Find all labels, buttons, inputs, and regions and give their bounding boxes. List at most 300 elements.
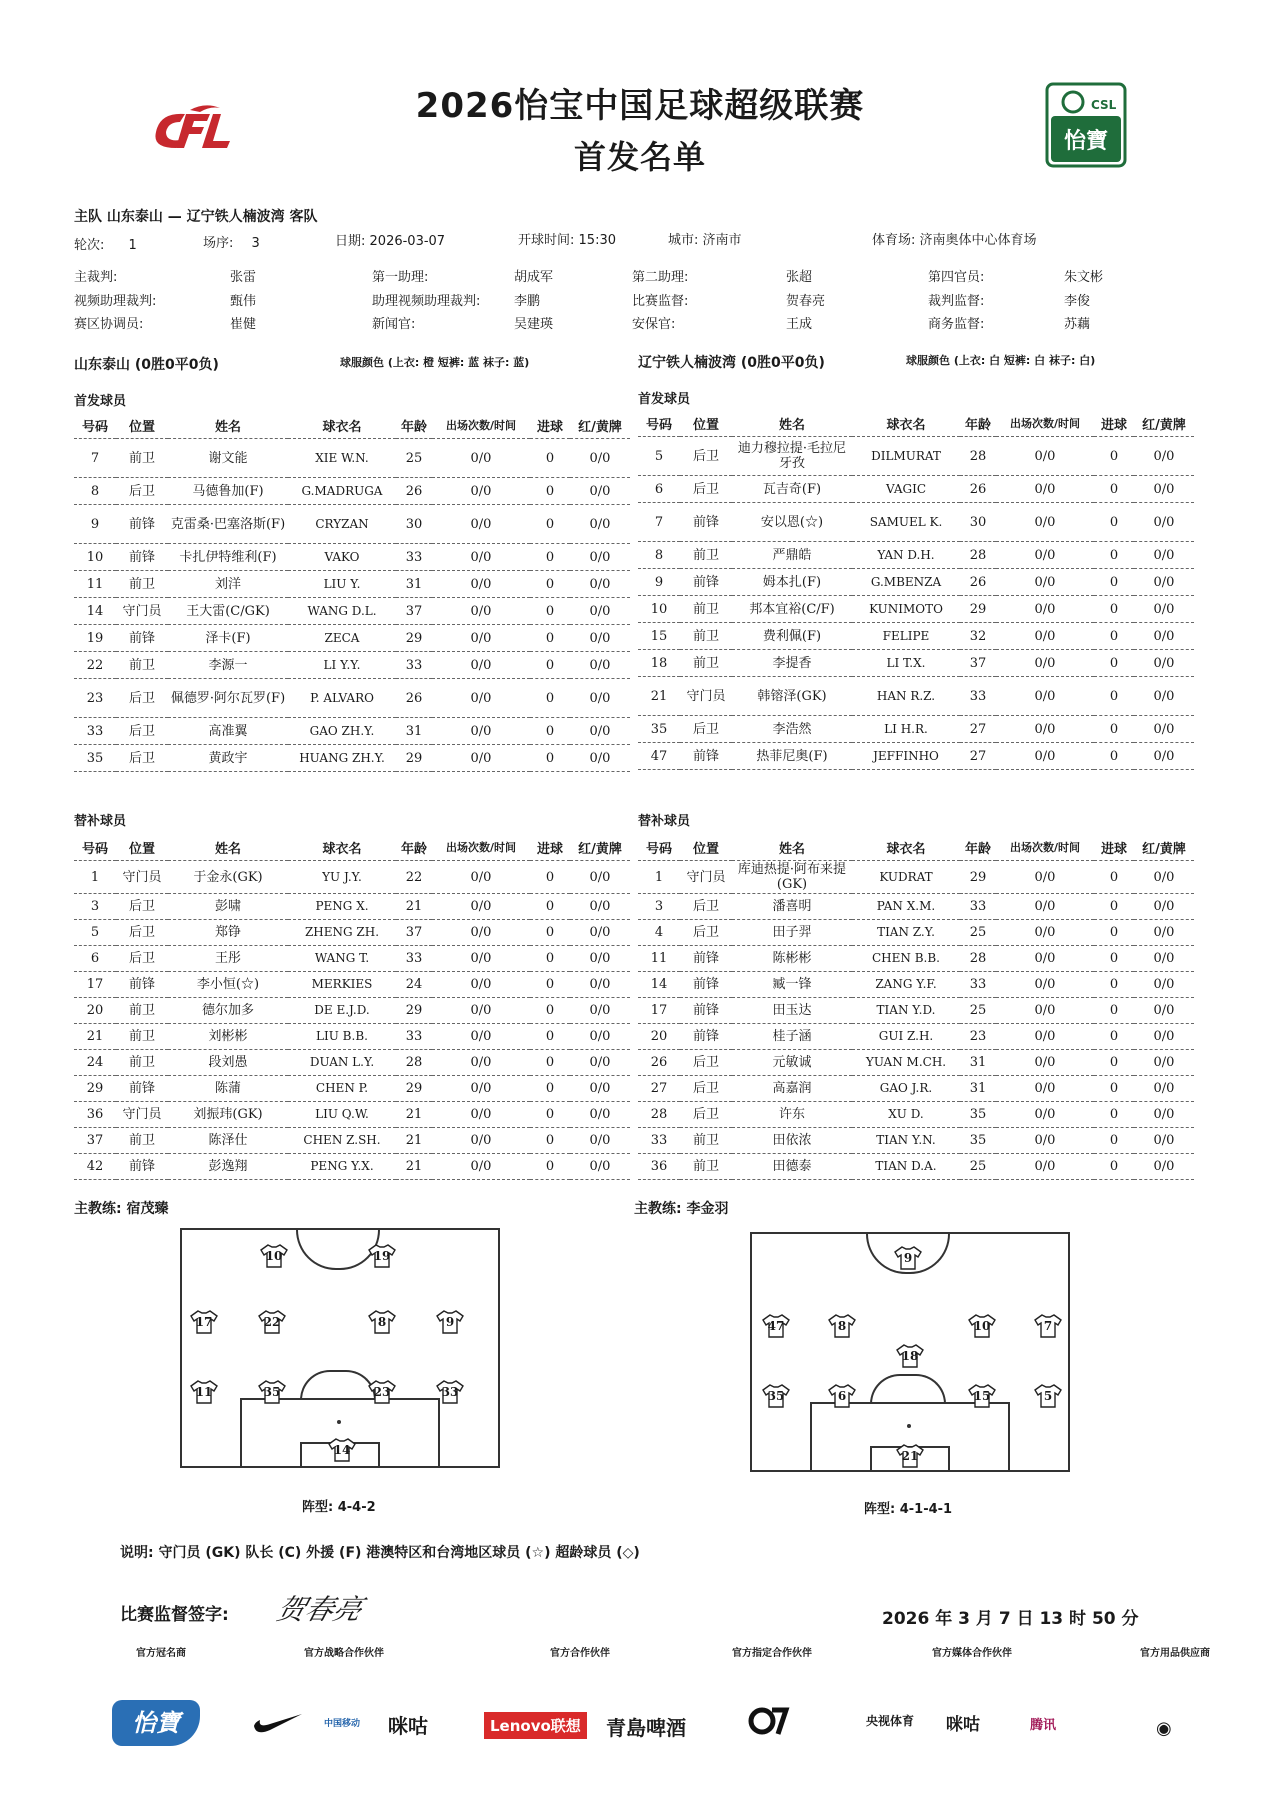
player-cell: 前卫 [116,1050,168,1076]
player-cell: 前锋 [680,946,732,972]
player-row [638,998,1194,1024]
player-cell: JEFFINHO [852,743,960,770]
player-cell: 0/0 [432,861,530,894]
player-cell: 后卫 [680,716,732,743]
player-cell: LI Y.Y. [288,652,396,679]
player-cell: 35 [74,745,116,772]
player-cell: 后卫 [116,679,168,718]
player-cell: 后卫 [680,476,732,503]
player-row [638,946,1194,972]
player-cell: 高嘉润 [732,1076,852,1102]
official-name: 李俊 [1064,294,1091,309]
column-header: 年龄 [960,410,996,437]
player-cell: 前锋 [680,998,732,1024]
player-cell: 前锋 [116,1154,168,1180]
player-cell: 0 [1094,437,1134,476]
column-header: 红/黄牌 [570,834,630,861]
player-cell: 0/0 [1134,542,1194,569]
player-cell: 31 [396,571,432,598]
shirt-number: 10 [973,1319,991,1333]
player-cell: CRYZAN [288,505,396,544]
player-row [638,1154,1194,1180]
sponsor-yibao: 怡寶 [112,1700,200,1746]
player-cell: 后卫 [680,1050,732,1076]
player-cell: 5 [74,920,116,946]
fixture-info: 场序: 3 [203,236,260,251]
player-cell: 0/0 [996,542,1094,569]
column-header: 号码 [638,834,680,861]
player-cell: 刘彬彬 [168,1024,288,1050]
player-cell: 0/0 [432,894,530,920]
player-cell: 29 [396,625,432,652]
player-cell: 0/0 [1134,1024,1194,1050]
player-cell: 25 [396,439,432,478]
player-row [74,972,630,998]
player-cell: 0/0 [996,1128,1094,1154]
player-cell: 25 [960,920,996,946]
official-label: 视频助理裁判: [74,294,157,309]
player-cell: XIE W.N. [288,439,396,478]
player-cell: 29 [396,745,432,772]
player-cell: TIAN D.A. [852,1154,960,1180]
away-team-record: 辽宁铁人楠波湾 (0胜0平0负) [638,355,825,371]
player-cell: 0 [1094,894,1134,920]
player-cell: 11 [74,571,116,598]
player-row [638,1076,1194,1102]
player-cell: 1 [74,861,116,894]
player-cell: LIU Y. [288,571,396,598]
player-cell: 后卫 [680,920,732,946]
player-cell: 26 [396,478,432,505]
player-cell: 28 [638,1102,680,1128]
column-header: 红/黄牌 [1134,410,1194,437]
player-cell: TIAN Y.N. [852,1128,960,1154]
column-header: 位置 [680,834,732,861]
player-cell: XU D. [852,1102,960,1128]
table-header-row [638,410,1194,437]
official-label: 商务监督: [928,317,985,332]
player-cell: 0 [530,598,570,625]
player-cell: 0/0 [432,745,530,772]
player-cell: 0/0 [570,861,630,894]
column-header: 号码 [638,410,680,437]
player-cell: 瓦吉奇(F) [732,476,852,503]
player-cell: 3 [74,894,116,920]
player-cell: 21 [74,1024,116,1050]
column-header: 年龄 [396,834,432,861]
penalty-spot [337,1420,341,1424]
official-name: 吴建瑛 [514,317,554,332]
player-cell: 30 [396,505,432,544]
sponsor-migu-2: 咪咕 [946,1715,980,1735]
player-cell: 0/0 [570,1128,630,1154]
shirt-number: 9 [445,1315,455,1329]
player-cell: 0/0 [570,1102,630,1128]
player-cell: 守门员 [680,861,732,894]
player-cell: 0/0 [432,1076,530,1102]
player-cell: 0/0 [1134,1076,1194,1102]
player-cell: 陈泽仕 [168,1128,288,1154]
shirt-number: 8 [377,1315,387,1329]
player-cell: 前卫 [680,650,732,677]
partner-label: 官方媒体合作伙伴 [932,1648,1012,1659]
player-cell: 后卫 [680,894,732,920]
player-cell: 守门员 [680,677,732,716]
player-cell: FELIPE [852,623,960,650]
player-row [74,920,630,946]
column-header: 位置 [116,834,168,861]
partner-label: 官方指定合作伙伴 [732,1648,812,1659]
player-cell: 0/0 [570,625,630,652]
player-cell: 3 [638,894,680,920]
player-cell: 28 [960,542,996,569]
kickoff-info: 开球时间: 15:30 [518,233,616,248]
player-row [638,650,1194,677]
player-cell: PAN X.M. [852,894,960,920]
player-cell: 0 [530,1102,570,1128]
player-cell: 泽卡(F) [168,625,288,652]
player-cell: GAO ZH.Y. [288,718,396,745]
player-shirt-icon [258,1380,286,1404]
penalty-arc [300,1370,376,1400]
player-row [638,920,1194,946]
column-header: 姓名 [732,834,852,861]
player-cell: 0/0 [570,544,630,571]
player-cell: 0/0 [432,1128,530,1154]
player-row [74,439,630,478]
player-cell: 4 [638,920,680,946]
column-header: 出场次数/时间 [432,834,530,861]
sponsor-partial-icon: ◉ [1156,1718,1172,1739]
player-cell: 元敏诚 [732,1050,852,1076]
player-cell: 0/0 [996,437,1094,476]
player-cell: 37 [960,650,996,677]
official-name: 甄伟 [230,294,257,309]
player-shirt-icon [258,1310,286,1334]
player-cell: 李提香 [732,650,852,677]
official-name: 崔健 [230,317,257,332]
shirt-number: 47 [767,1319,785,1333]
player-row [74,894,630,920]
player-cell: 克雷桑·巴塞洛斯(F) [168,505,288,544]
player-cell: 0/0 [432,718,530,745]
partner-label: 官方合作伙伴 [550,1648,610,1659]
away-subs-label: 替补球员 [638,814,691,829]
player-cell: 5 [638,437,680,476]
player-cell: 17 [638,998,680,1024]
column-header: 姓名 [168,412,288,439]
player-cell: 31 [396,718,432,745]
penalty-spot [907,1424,911,1428]
player-shirt-icon [762,1314,790,1338]
player-cell: 33 [960,677,996,716]
player-cell: 14 [638,972,680,998]
player-cell: 0/0 [1134,476,1194,503]
official-name: 王成 [786,317,813,332]
player-cell: DE E.J.D. [288,998,396,1024]
player-cell: 0/0 [1134,437,1194,476]
player-cell: 前卫 [680,623,732,650]
player-row [74,946,630,972]
player-cell: 0 [530,894,570,920]
player-row [638,1050,1194,1076]
sponsor-o7-logo [748,1704,788,1742]
player-cell: 0/0 [570,920,630,946]
player-cell: LIU Q.W. [288,1102,396,1128]
official-label: 第二助理: [632,270,689,285]
player-cell: 前卫 [680,596,732,623]
shirt-number: 10 [265,1249,283,1263]
table-header-row [638,834,1194,861]
player-cell: 0/0 [1134,569,1194,596]
player-cell: 0 [1094,677,1134,716]
column-header: 号码 [74,412,116,439]
player-shirt-icon [894,1246,922,1270]
svg-text:CSL: CSL [1091,98,1117,112]
player-cell: 0/0 [1134,1128,1194,1154]
player-cell: 29 [74,1076,116,1102]
player-row [74,652,630,679]
player-cell: 0 [530,571,570,598]
player-cell: 0/0 [432,652,530,679]
player-cell: 0 [1094,1076,1134,1102]
player-cell: 前锋 [116,1076,168,1102]
player-cell: 刘洋 [168,571,288,598]
player-shirt-icon [828,1314,856,1338]
player-cell: 前锋 [116,625,168,652]
shirt-number: 7 [1043,1319,1053,1333]
player-row [74,1102,630,1128]
player-row [638,596,1194,623]
column-header: 红/黄牌 [1134,834,1194,861]
player-cell: 14 [74,598,116,625]
player-cell: 0/0 [432,505,530,544]
player-cell: HAN R.Z. [852,677,960,716]
player-cell: 后卫 [116,920,168,946]
player-cell: 0 [530,625,570,652]
supervisor-signature: 贺春亮 [273,1593,367,1626]
player-cell: VAKO [288,544,396,571]
player-cell: 0/0 [570,998,630,1024]
player-cell: 0/0 [432,679,530,718]
player-cell: WANG T. [288,946,396,972]
player-cell: CHEN Z.SH. [288,1128,396,1154]
player-cell: 8 [74,478,116,505]
player-cell: 李浩然 [732,716,852,743]
player-cell: LIU B.B. [288,1024,396,1050]
official-name: 苏藕 [1064,317,1091,332]
shirt-number: 19 [373,1249,391,1263]
player-cell: 0 [1094,972,1134,998]
column-header: 进球 [1094,410,1134,437]
player-cell: 前卫 [680,1128,732,1154]
player-shirt-icon [368,1310,396,1334]
player-cell: 前卫 [680,1154,732,1180]
player-cell: 33 [638,1128,680,1154]
player-shirt-icon [968,1384,996,1408]
player-cell: 库迪热提·阿布来提(GK) [732,861,852,894]
player-cell: 0 [1094,476,1134,503]
player-cell: 守门员 [116,1102,168,1128]
player-row [74,1154,630,1180]
player-cell: 28 [396,1050,432,1076]
player-cell: 0/0 [1134,946,1194,972]
player-cell: 0/0 [570,1050,630,1076]
player-cell: 0/0 [996,623,1094,650]
away-coach: 主教练: 李金羽 [634,1201,729,1217]
player-cell: 守门员 [116,598,168,625]
column-header: 年龄 [960,834,996,861]
home-formation-pitch [180,1228,500,1468]
player-cell: 刘振玮(GK) [168,1102,288,1128]
player-cell: 36 [638,1154,680,1180]
penalty-arc [870,1374,946,1404]
player-cell: 17 [74,972,116,998]
player-cell: 0/0 [996,716,1094,743]
player-cell: WANG D.L. [288,598,396,625]
player-cell: 24 [74,1050,116,1076]
player-cell: 0/0 [570,972,630,998]
player-cell: 0/0 [996,743,1094,770]
player-cell: 前卫 [116,571,168,598]
player-cell: 0/0 [432,998,530,1024]
player-row [638,716,1194,743]
player-cell: 22 [396,861,432,894]
player-cell: 0 [530,544,570,571]
player-cell: 0/0 [996,894,1094,920]
player-cell: 0 [530,679,570,718]
player-cell: 0/0 [996,946,1094,972]
column-header: 出场次数/时间 [996,410,1094,437]
player-cell: 35 [960,1128,996,1154]
player-cell: 0/0 [1134,677,1194,716]
player-cell: 0/0 [432,1102,530,1128]
player-cell: GUI Z.H. [852,1024,960,1050]
player-cell: PENG X. [288,894,396,920]
player-cell: 彭啸 [168,894,288,920]
column-header: 姓名 [168,834,288,861]
shirt-number: 22 [263,1315,281,1329]
player-cell: 0/0 [996,1102,1094,1128]
player-cell: 姆本扎(F) [732,569,852,596]
player-cell: 33 [396,652,432,679]
player-cell: 0/0 [432,946,530,972]
player-cell: 35 [638,716,680,743]
player-cell: 33 [74,718,116,745]
player-cell: 0 [530,946,570,972]
player-cell: 0/0 [570,1154,630,1180]
player-cell: CHEN B.B. [852,946,960,972]
player-cell: 0/0 [432,920,530,946]
player-cell: 26 [960,569,996,596]
player-row [638,503,1194,542]
player-cell: 6 [74,946,116,972]
sponsor-migu: 咪咕 [388,1714,428,1738]
player-cell: 前卫 [116,998,168,1024]
player-cell: 36 [74,1102,116,1128]
player-cell: 29 [960,596,996,623]
player-shirt-icon [436,1380,464,1404]
sponsor-lenovo: Lenovo联想 [484,1712,587,1739]
sponsor-cctv-sports: 央视体育 [866,1714,915,1728]
shirt-number: 35 [263,1385,281,1399]
player-row [638,861,1194,894]
player-cell: 0/0 [432,972,530,998]
player-row [638,972,1194,998]
player-cell: 0 [530,439,570,478]
player-cell: 25 [960,1154,996,1180]
player-cell: 前卫 [116,652,168,679]
player-cell: 35 [960,1102,996,1128]
table-header-row [74,412,630,439]
player-cell: 0 [530,1076,570,1102]
player-cell: KUDRAT [852,861,960,894]
player-cell: 0/0 [1134,861,1194,894]
player-cell: 27 [960,743,996,770]
player-cell: 0/0 [996,677,1094,716]
player-cell: 0/0 [996,1076,1094,1102]
player-cell: LI T.X. [852,650,960,677]
player-cell: 许东 [732,1102,852,1128]
player-cell: 0/0 [570,679,630,718]
column-header: 位置 [116,412,168,439]
player-cell: 21 [396,1128,432,1154]
player-row [638,1102,1194,1128]
player-cell: DILMURAT [852,437,960,476]
player-cell: 0 [530,1050,570,1076]
player-cell: 25 [960,998,996,1024]
player-row [638,743,1194,770]
shirt-number: 9 [903,1251,913,1265]
player-cell: 彭逸翔 [168,1154,288,1180]
player-row [74,478,630,505]
player-cell: 黄政宇 [168,745,288,772]
player-row [638,623,1194,650]
signature-label: 比赛监督签字: [120,1605,229,1625]
player-cell: 田德泰 [732,1154,852,1180]
player-cell: 0/0 [996,1050,1094,1076]
player-shirt-icon [1034,1314,1062,1338]
player-cell: 0 [1094,946,1134,972]
player-cell: 0/0 [996,476,1094,503]
player-cell: 0/0 [996,503,1094,542]
player-cell: 佩德罗·阿尔瓦罗(F) [168,679,288,718]
player-cell: 0/0 [1134,1154,1194,1180]
player-cell: TIAN Z.Y. [852,920,960,946]
player-shirt-icon [328,1438,356,1462]
player-cell: 0/0 [996,920,1094,946]
player-cell: 0 [1094,569,1134,596]
player-cell: 18 [638,650,680,677]
player-cell: 33 [396,1024,432,1050]
legend-note: 说明: 守门员 (GK) 队长 (C) 外援 (F) 港澳特区和台湾地区球员 (☆) 超龄球员 (◇) [120,1545,640,1561]
column-header: 号码 [74,834,116,861]
player-cell: 26 [396,679,432,718]
player-cell: 21 [396,1102,432,1128]
player-row [74,544,630,571]
player-cell: 前锋 [680,503,732,542]
shirt-number: 21 [901,1449,919,1463]
signed-time: 2026 年 3 月 7 日 13 时 50 分 [882,1609,1139,1629]
player-row [638,894,1194,920]
partner-label: 官方冠名商 [136,1648,186,1659]
player-cell: 0 [1094,1050,1134,1076]
player-cell: 31 [960,1076,996,1102]
player-cell: 0/0 [570,505,630,544]
player-cell: 10 [74,544,116,571]
player-cell: 1 [638,861,680,894]
player-cell: 0 [1094,1024,1134,1050]
